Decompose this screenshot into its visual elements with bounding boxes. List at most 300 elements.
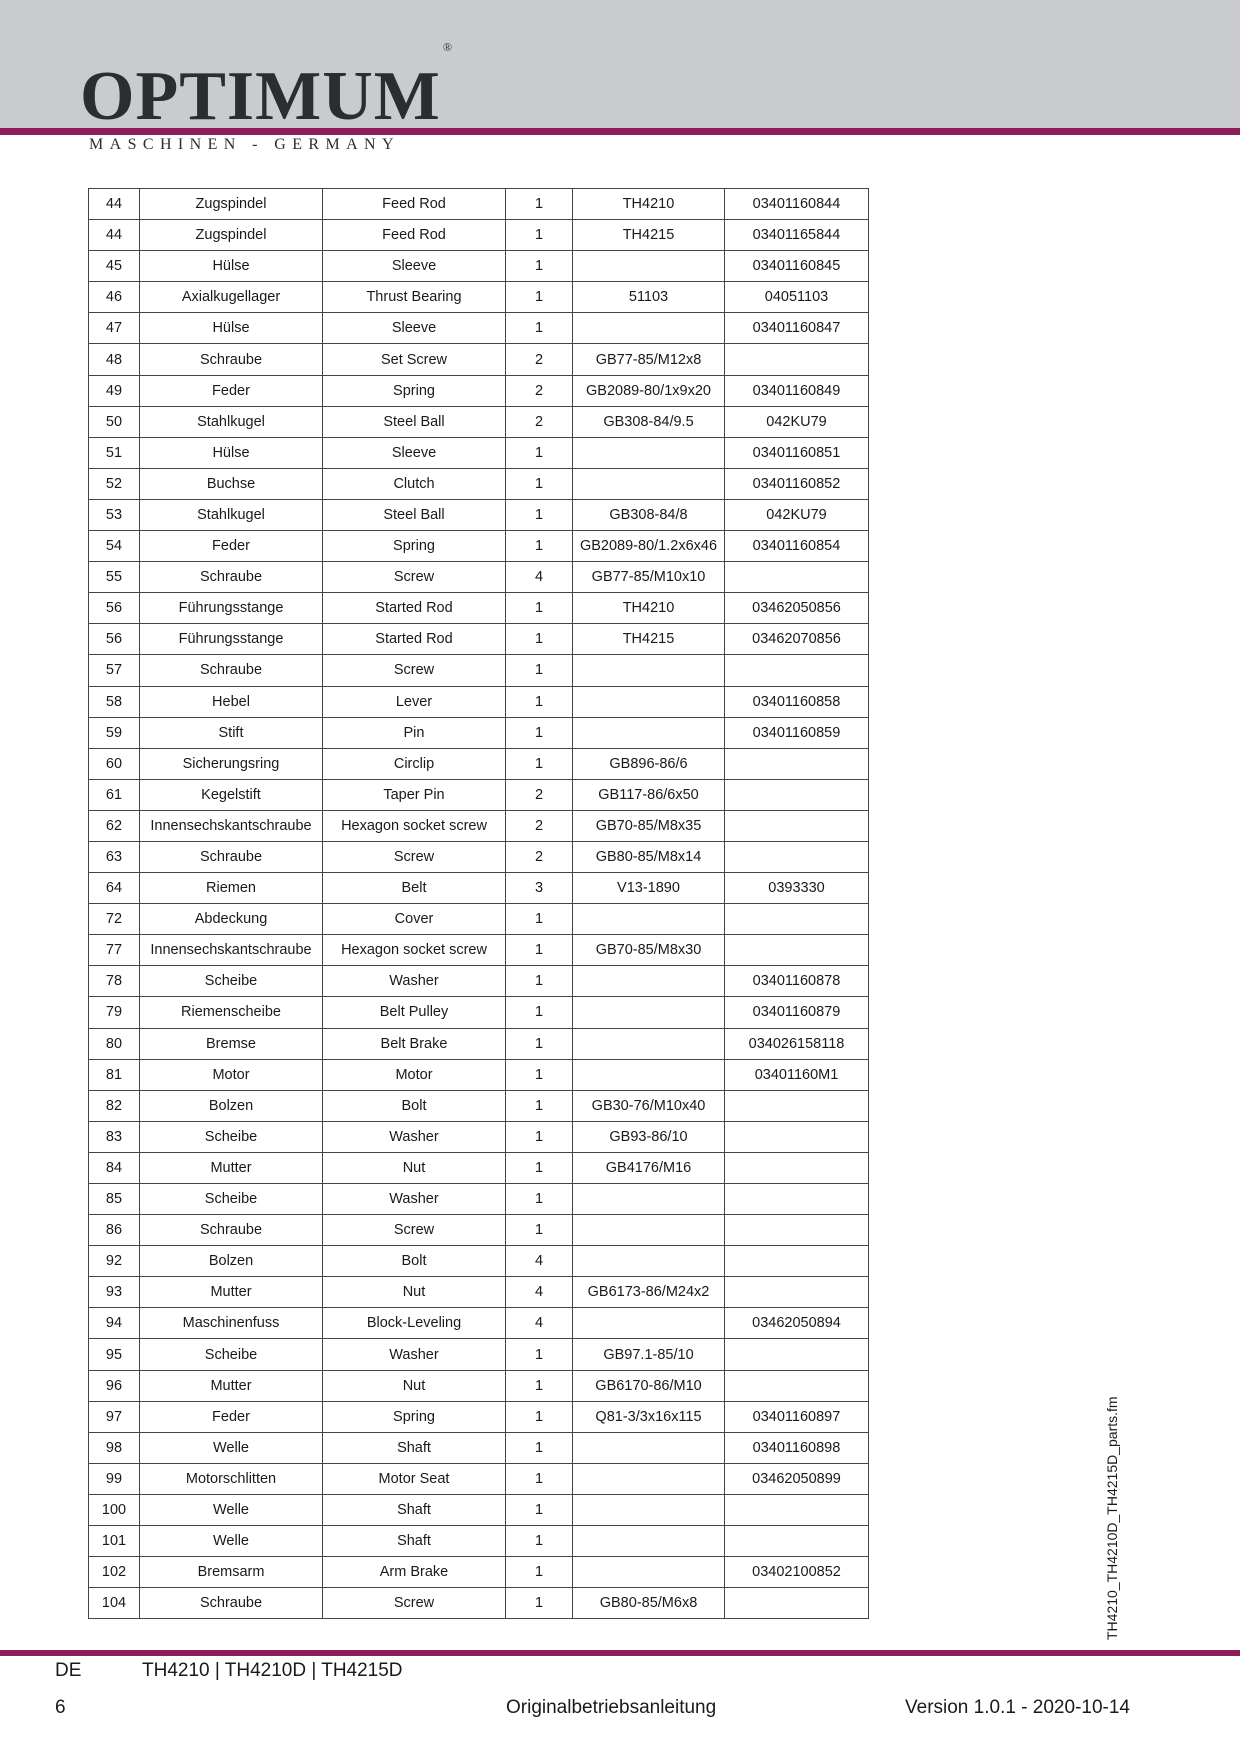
cell-quantity: 1 xyxy=(506,966,573,997)
cell-quantity: 1 xyxy=(506,1339,573,1370)
table-row xyxy=(89,748,869,779)
cell-description-en: Washer xyxy=(323,1339,506,1370)
cell-description-de: Führungsstange xyxy=(140,624,323,655)
cell-quantity: 2 xyxy=(506,779,573,810)
cell-item-number: 53 xyxy=(89,499,140,530)
cell-description-de: Motorschlitten xyxy=(140,1463,323,1494)
cell-item-number: 47 xyxy=(89,313,140,344)
table-row xyxy=(89,1494,869,1525)
cell-size xyxy=(573,1028,725,1059)
cell-description-en: Spring xyxy=(323,1401,506,1432)
cell-item-code xyxy=(725,1184,869,1215)
cell-item-number: 56 xyxy=(89,593,140,624)
cell-item-number: 97 xyxy=(89,1401,140,1432)
footer-accent-rule xyxy=(0,1650,1240,1656)
cell-quantity: 1 xyxy=(506,1494,573,1525)
cell-description-de: Hülse xyxy=(140,251,323,282)
cell-size xyxy=(573,1494,725,1525)
cell-size xyxy=(573,1526,725,1557)
cell-item-code: 03462050899 xyxy=(725,1463,869,1494)
cell-size xyxy=(573,1215,725,1246)
cell-quantity: 1 xyxy=(506,1370,573,1401)
cell-description-de: Bremsarm xyxy=(140,1557,323,1588)
cell-item-code xyxy=(725,841,869,872)
cell-size: GB2089-80/1.2x6x46 xyxy=(573,531,725,562)
cell-item-code: 03462050894 xyxy=(725,1308,869,1339)
cell-description-en: Shaft xyxy=(323,1526,506,1557)
cell-item-code xyxy=(725,1246,869,1277)
cell-quantity: 1 xyxy=(506,748,573,779)
cell-size xyxy=(573,997,725,1028)
cell-item-code: 03401160849 xyxy=(725,375,869,406)
cell-quantity: 1 xyxy=(506,1557,573,1588)
cell-quantity: 1 xyxy=(506,1432,573,1463)
cell-description-de: Innensechskantschraube xyxy=(140,810,323,841)
cell-size: GB80-85/M8x14 xyxy=(573,841,725,872)
cell-quantity: 1 xyxy=(506,655,573,686)
cell-description-de: Abdeckung xyxy=(140,904,323,935)
cell-item-code: 03401160859 xyxy=(725,717,869,748)
cell-size xyxy=(573,468,725,499)
table-row xyxy=(89,1557,869,1588)
cell-item-number: 77 xyxy=(89,935,140,966)
cell-quantity: 1 xyxy=(506,313,573,344)
cell-size: GB2089-80/1x9x20 xyxy=(573,375,725,406)
cell-item-number: 86 xyxy=(89,1215,140,1246)
cell-item-code xyxy=(725,748,869,779)
cell-item-code: 0393330 xyxy=(725,873,869,904)
cell-description-de: Scheibe xyxy=(140,1184,323,1215)
table-row xyxy=(89,966,869,997)
cell-quantity: 1 xyxy=(506,1090,573,1121)
cell-item-code: 03401160858 xyxy=(725,686,869,717)
cell-item-code xyxy=(725,935,869,966)
parts-table xyxy=(88,188,869,1619)
cell-item-code: 03401160852 xyxy=(725,468,869,499)
cell-description-en: Started Rod xyxy=(323,593,506,624)
cell-size: TH4210 xyxy=(573,189,725,220)
table-row xyxy=(89,810,869,841)
table-row xyxy=(89,344,869,375)
table-row xyxy=(89,375,869,406)
table-row xyxy=(89,437,869,468)
cell-size xyxy=(573,1432,725,1463)
cell-quantity: 1 xyxy=(506,1401,573,1432)
cell-description-en: Hexagon socket screw xyxy=(323,810,506,841)
cell-item-code xyxy=(725,1215,869,1246)
cell-item-number: 64 xyxy=(89,873,140,904)
cell-description-de: Bolzen xyxy=(140,1246,323,1277)
table-row xyxy=(89,841,869,872)
cell-size xyxy=(573,966,725,997)
cell-description-de: Feder xyxy=(140,375,323,406)
footer-page-number: 6 xyxy=(55,1697,66,1718)
cell-item-number: 50 xyxy=(89,406,140,437)
cell-quantity: 4 xyxy=(506,1277,573,1308)
cell-item-code xyxy=(725,1152,869,1183)
table-row xyxy=(89,1526,869,1557)
cell-description-en: Motor xyxy=(323,1059,506,1090)
cell-description-en: Nut xyxy=(323,1370,506,1401)
table-row xyxy=(89,1308,869,1339)
cell-item-number: 58 xyxy=(89,686,140,717)
cell-description-de: Scheibe xyxy=(140,1339,323,1370)
table-row xyxy=(89,686,869,717)
cell-item-number: 79 xyxy=(89,997,140,1028)
cell-description-de: Führungsstange xyxy=(140,593,323,624)
cell-size: Q81-3/3x16x115 xyxy=(573,1401,725,1432)
cell-description-de: Welle xyxy=(140,1526,323,1557)
cell-description-en: Nut xyxy=(323,1277,506,1308)
cell-item-code: 03462070856 xyxy=(725,624,869,655)
cell-description-en: Motor Seat xyxy=(323,1463,506,1494)
cell-quantity: 1 xyxy=(506,624,573,655)
cell-size xyxy=(573,1246,725,1277)
cell-description-de: Mutter xyxy=(140,1152,323,1183)
cell-description-de: Riemen xyxy=(140,873,323,904)
cell-quantity: 1 xyxy=(506,220,573,251)
cell-item-number: 83 xyxy=(89,1121,140,1152)
table-row xyxy=(89,1121,869,1152)
cell-description-de: Feder xyxy=(140,1401,323,1432)
cell-description-de: Motor xyxy=(140,1059,323,1090)
cell-quantity: 1 xyxy=(506,251,573,282)
cell-description-en: Nut xyxy=(323,1152,506,1183)
cell-quantity: 1 xyxy=(506,1526,573,1557)
cell-item-number: 62 xyxy=(89,810,140,841)
cell-item-number: 95 xyxy=(89,1339,140,1370)
cell-description-en: Taper Pin xyxy=(323,779,506,810)
cell-size: GB77-85/M12x8 xyxy=(573,344,725,375)
cell-item-code xyxy=(725,1370,869,1401)
cell-item-code xyxy=(725,1339,869,1370)
cell-description-en: Screw xyxy=(323,1588,506,1619)
cell-description-en: Feed Rod xyxy=(323,189,506,220)
cell-item-code xyxy=(725,655,869,686)
cell-item-number: 61 xyxy=(89,779,140,810)
cell-size xyxy=(573,1059,725,1090)
cell-size: GB70-85/M8x30 xyxy=(573,935,725,966)
cell-item-code: 042KU79 xyxy=(725,406,869,437)
footer-language: DE xyxy=(55,1660,82,1681)
cell-item-code xyxy=(725,1121,869,1152)
footer-models: TH4210 | TH4210D | TH4215D xyxy=(142,1660,403,1681)
table-row xyxy=(89,1432,869,1463)
cell-item-number: 92 xyxy=(89,1246,140,1277)
cell-item-code xyxy=(725,1494,869,1525)
cell-item-code: 03401160879 xyxy=(725,997,869,1028)
table-row xyxy=(89,655,869,686)
table-row xyxy=(89,1090,869,1121)
cell-description-en: Sleeve xyxy=(323,251,506,282)
cell-description-en: Steel Ball xyxy=(323,406,506,437)
cell-quantity: 1 xyxy=(506,499,573,530)
brand-tagline: MASCHINEN - GERMANY xyxy=(89,136,400,153)
cell-item-number: 55 xyxy=(89,562,140,593)
cell-description-en: Feed Rod xyxy=(323,220,506,251)
cell-description-en: Screw xyxy=(323,841,506,872)
cell-quantity: 1 xyxy=(506,468,573,499)
cell-quantity: 1 xyxy=(506,1152,573,1183)
cell-description-de: Stahlkugel xyxy=(140,406,323,437)
cell-description-de: Schraube xyxy=(140,344,323,375)
table-row xyxy=(89,1028,869,1059)
cell-item-code xyxy=(725,1588,869,1619)
table-row xyxy=(89,779,869,810)
cell-description-de: Kegelstift xyxy=(140,779,323,810)
cell-description-en: Screw xyxy=(323,655,506,686)
cell-size: GB308-84/9.5 xyxy=(573,406,725,437)
cell-item-code: 03401160898 xyxy=(725,1432,869,1463)
cell-size xyxy=(573,904,725,935)
table-row xyxy=(89,1152,869,1183)
table-row xyxy=(89,1370,869,1401)
cell-description-en: Washer xyxy=(323,966,506,997)
cell-quantity: 1 xyxy=(506,1028,573,1059)
table-row xyxy=(89,189,869,220)
cell-size: GB70-85/M8x35 xyxy=(573,810,725,841)
cell-item-number: 85 xyxy=(89,1184,140,1215)
table-row xyxy=(89,593,869,624)
cell-item-code: 042KU79 xyxy=(725,499,869,530)
table-row xyxy=(89,1401,869,1432)
cell-description-de: Riemenscheibe xyxy=(140,997,323,1028)
cell-description-de: Axialkugellager xyxy=(140,282,323,313)
cell-size: GB30-76/M10x40 xyxy=(573,1090,725,1121)
cell-description-en: Lever xyxy=(323,686,506,717)
cell-description-de: Sicherungsring xyxy=(140,748,323,779)
cell-item-number: 44 xyxy=(89,189,140,220)
cell-item-number: 101 xyxy=(89,1526,140,1557)
cell-item-code: 034026158118 xyxy=(725,1028,869,1059)
table-row xyxy=(89,624,869,655)
cell-item-number: 48 xyxy=(89,344,140,375)
table-row xyxy=(89,531,869,562)
cell-quantity: 1 xyxy=(506,686,573,717)
cell-description-en: Cover xyxy=(323,904,506,935)
table-row xyxy=(89,220,869,251)
cell-item-code: 04051103 xyxy=(725,282,869,313)
cell-item-number: 104 xyxy=(89,1588,140,1619)
cell-quantity: 1 xyxy=(506,997,573,1028)
cell-description-en: Clutch xyxy=(323,468,506,499)
cell-item-code xyxy=(725,1090,869,1121)
cell-quantity: 1 xyxy=(506,189,573,220)
cell-size: 51103 xyxy=(573,282,725,313)
cell-item-code: 03401160897 xyxy=(725,1401,869,1432)
cell-quantity: 1 xyxy=(506,1184,573,1215)
cell-quantity: 4 xyxy=(506,1308,573,1339)
table-row xyxy=(89,935,869,966)
cell-item-number: 99 xyxy=(89,1463,140,1494)
cell-description-de: Bolzen xyxy=(140,1090,323,1121)
cell-quantity: 4 xyxy=(506,1246,573,1277)
cell-item-number: 78 xyxy=(89,966,140,997)
cell-item-code xyxy=(725,1277,869,1308)
cell-size xyxy=(573,313,725,344)
cell-quantity: 2 xyxy=(506,406,573,437)
cell-description-en: Sleeve xyxy=(323,313,506,344)
cell-item-number: 54 xyxy=(89,531,140,562)
cell-size: GB77-85/M10x10 xyxy=(573,562,725,593)
cell-item-number: 98 xyxy=(89,1432,140,1463)
cell-quantity: 1 xyxy=(506,531,573,562)
side-filename: TH4210_TH4210D_TH4215D_parts.fm xyxy=(1104,1396,1120,1640)
cell-size xyxy=(573,251,725,282)
cell-item-number: 81 xyxy=(89,1059,140,1090)
cell-item-number: 51 xyxy=(89,437,140,468)
cell-description-en: Pin xyxy=(323,717,506,748)
cell-item-number: 94 xyxy=(89,1308,140,1339)
cell-size: GB80-85/M6x8 xyxy=(573,1588,725,1619)
cell-description-de: Bremse xyxy=(140,1028,323,1059)
table-row xyxy=(89,1463,869,1494)
table-row xyxy=(89,873,869,904)
cell-quantity: 4 xyxy=(506,562,573,593)
brand-name: OPTIMUM xyxy=(80,58,441,135)
cell-description-de: Scheibe xyxy=(140,1121,323,1152)
cell-size: TH4215 xyxy=(573,220,725,251)
cell-item-code: 03401165844 xyxy=(725,220,869,251)
cell-description-de: Zugspindel xyxy=(140,220,323,251)
cell-quantity: 3 xyxy=(506,873,573,904)
cell-size: TH4210 xyxy=(573,593,725,624)
cell-description-de: Hebel xyxy=(140,686,323,717)
cell-description-de: Hülse xyxy=(140,313,323,344)
cell-size: V13-1890 xyxy=(573,873,725,904)
cell-description-de: Schraube xyxy=(140,841,323,872)
cell-description-en: Belt xyxy=(323,873,506,904)
cell-description-de: Hülse xyxy=(140,437,323,468)
cell-item-code: 03401160854 xyxy=(725,531,869,562)
cell-description-de: Mutter xyxy=(140,1370,323,1401)
cell-size: GB896-86/6 xyxy=(573,748,725,779)
cell-quantity: 1 xyxy=(506,1059,573,1090)
table-row xyxy=(89,997,869,1028)
cell-description-en: Shaft xyxy=(323,1494,506,1525)
cell-description-de: Maschinenfuss xyxy=(140,1308,323,1339)
cell-description-de: Schraube xyxy=(140,655,323,686)
cell-item-code: 03401160M1 xyxy=(725,1059,869,1090)
cell-item-number: 63 xyxy=(89,841,140,872)
cell-size: GB6173-86/M24x2 xyxy=(573,1277,725,1308)
cell-item-code: 03401160847 xyxy=(725,313,869,344)
cell-description-en: Screw xyxy=(323,1215,506,1246)
cell-item-number: 46 xyxy=(89,282,140,313)
cell-size: GB308-84/8 xyxy=(573,499,725,530)
cell-quantity: 2 xyxy=(506,841,573,872)
cell-item-code: 03401160878 xyxy=(725,966,869,997)
table-row xyxy=(89,251,869,282)
cell-size xyxy=(573,655,725,686)
cell-description-en: Arm Brake xyxy=(323,1557,506,1588)
cell-item-number: 45 xyxy=(89,251,140,282)
cell-description-de: Feder xyxy=(140,531,323,562)
cell-description-en: Steel Ball xyxy=(323,499,506,530)
registered-mark: ® xyxy=(442,39,453,54)
cell-size xyxy=(573,1557,725,1588)
cell-item-number: 80 xyxy=(89,1028,140,1059)
cell-size xyxy=(573,437,725,468)
cell-size: GB93-86/10 xyxy=(573,1121,725,1152)
table-row xyxy=(89,282,869,313)
optimum-logo xyxy=(80,39,453,135)
cell-size: GB97.1-85/10 xyxy=(573,1339,725,1370)
table-row xyxy=(89,904,869,935)
table-row xyxy=(89,1059,869,1090)
cell-description-en: Belt Pulley xyxy=(323,997,506,1028)
cell-size: TH4215 xyxy=(573,624,725,655)
cell-item-number: 56 xyxy=(89,624,140,655)
cell-description-de: Welle xyxy=(140,1494,323,1525)
cell-quantity: 1 xyxy=(506,717,573,748)
table-row xyxy=(89,313,869,344)
cell-quantity: 1 xyxy=(506,1463,573,1494)
cell-item-number: 93 xyxy=(89,1277,140,1308)
cell-size xyxy=(573,717,725,748)
cell-size xyxy=(573,1308,725,1339)
cell-item-number: 44 xyxy=(89,220,140,251)
cell-quantity: 1 xyxy=(506,1588,573,1619)
table-row xyxy=(89,1246,869,1277)
cell-item-code: 03402100852 xyxy=(725,1557,869,1588)
cell-description-de: Schraube xyxy=(140,1588,323,1619)
cell-description-en: Bolt xyxy=(323,1090,506,1121)
cell-item-code xyxy=(725,344,869,375)
cell-size xyxy=(573,686,725,717)
cell-quantity: 2 xyxy=(506,375,573,406)
table-row xyxy=(89,717,869,748)
cell-item-number: 100 xyxy=(89,1494,140,1525)
cell-description-de: Schraube xyxy=(140,562,323,593)
table-row xyxy=(89,1339,869,1370)
cell-quantity: 1 xyxy=(506,1215,573,1246)
cell-description-en: Hexagon socket screw xyxy=(323,935,506,966)
cell-quantity: 2 xyxy=(506,810,573,841)
table-row xyxy=(89,1277,869,1308)
cell-description-de: Scheibe xyxy=(140,966,323,997)
cell-description-en: Started Rod xyxy=(323,624,506,655)
cell-description-en: Sleeve xyxy=(323,437,506,468)
cell-size xyxy=(573,1463,725,1494)
cell-description-de: Buchse xyxy=(140,468,323,499)
table-row xyxy=(89,1184,869,1215)
cell-description-en: Block-Leveling xyxy=(323,1308,506,1339)
cell-item-code: 03462050856 xyxy=(725,593,869,624)
parts-table-body xyxy=(89,189,869,1619)
cell-description-en: Washer xyxy=(323,1121,506,1152)
cell-item-code xyxy=(725,562,869,593)
cell-item-code: 03401160844 xyxy=(725,189,869,220)
cell-item-code: 03401160851 xyxy=(725,437,869,468)
cell-description-de: Zugspindel xyxy=(140,189,323,220)
cell-item-code xyxy=(725,779,869,810)
table-row xyxy=(89,406,869,437)
cell-description-en: Washer xyxy=(323,1184,506,1215)
cell-size: GB117-86/6x50 xyxy=(573,779,725,810)
table-row xyxy=(89,499,869,530)
cell-item-code xyxy=(725,904,869,935)
table-row xyxy=(89,468,869,499)
cell-item-number: 59 xyxy=(89,717,140,748)
cell-item-number: 102 xyxy=(89,1557,140,1588)
cell-description-de: Welle xyxy=(140,1432,323,1463)
cell-item-code xyxy=(725,1526,869,1557)
cell-description-en: Belt Brake xyxy=(323,1028,506,1059)
cell-size: GB4176/M16 xyxy=(573,1152,725,1183)
cell-description-en: Thrust Bearing xyxy=(323,282,506,313)
cell-quantity: 1 xyxy=(506,593,573,624)
